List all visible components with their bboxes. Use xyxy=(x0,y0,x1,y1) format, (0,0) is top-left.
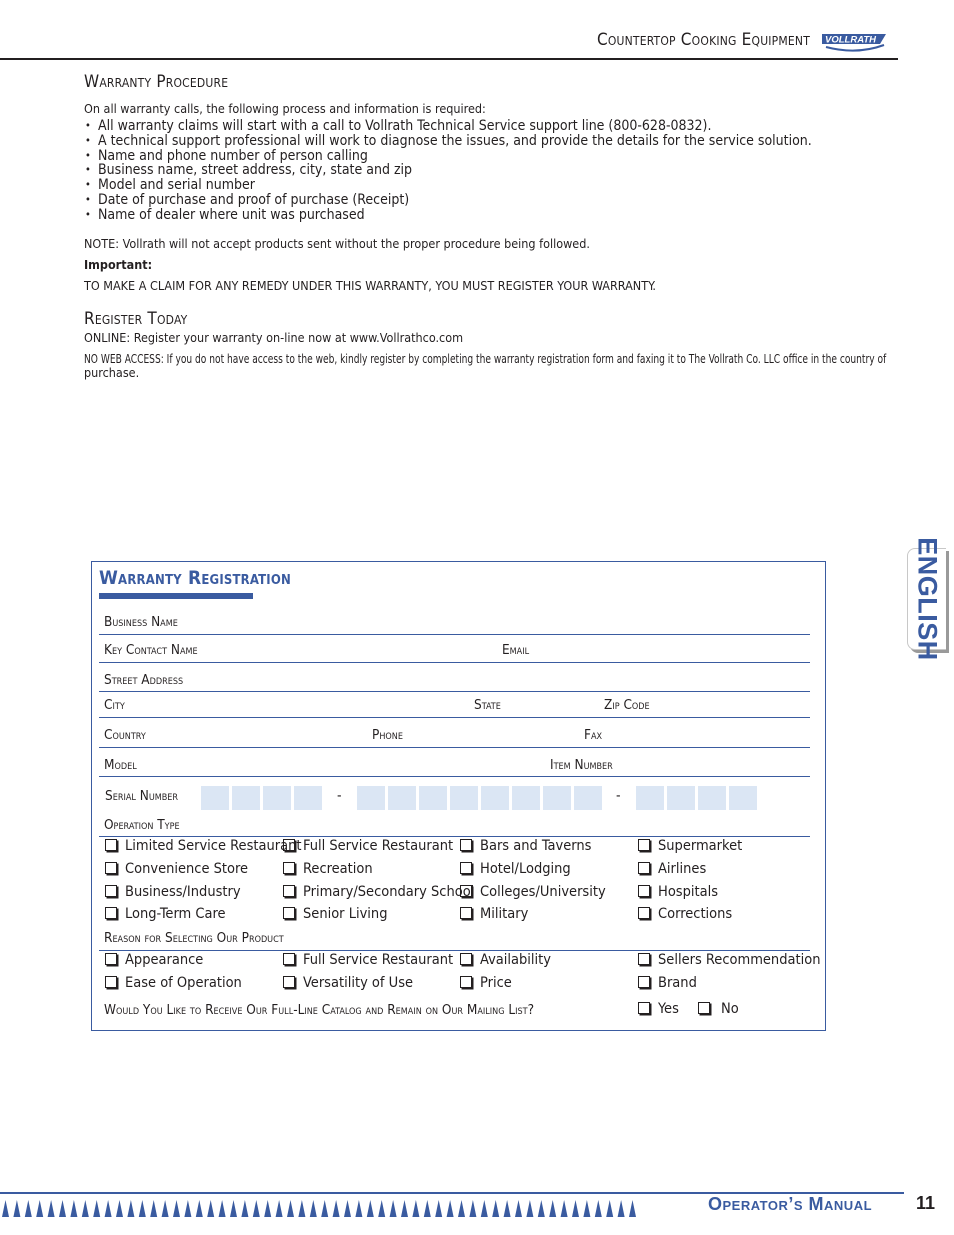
triangle-mark xyxy=(367,1200,374,1217)
register-today-title: Register Today xyxy=(84,309,188,329)
checkbox-icon[interactable] xyxy=(638,1002,650,1014)
triangle-mark xyxy=(447,1200,454,1217)
triangle-mark xyxy=(276,1200,283,1217)
serial-cell[interactable] xyxy=(667,786,695,810)
country-label: Country xyxy=(104,727,146,743)
triangle-mark xyxy=(412,1200,419,1217)
register-online: ONLINE: Register your warranty on-line now at www.Vollrathco.com xyxy=(84,330,464,345)
checkbox-option[interactable]: Senior Living xyxy=(283,906,387,922)
checkbox-option[interactable]: Convenience Store xyxy=(105,861,248,877)
key-contact-label: Key Contact Name xyxy=(104,642,198,658)
checkbox-icon[interactable] xyxy=(460,953,472,965)
zip-code-label: Zip Code xyxy=(604,697,650,713)
checkbox-option[interactable]: Primary/Secondary School xyxy=(283,884,474,900)
model-item-field[interactable] xyxy=(99,776,810,777)
item-number-label: Item Number xyxy=(550,757,613,773)
page-number: 11 xyxy=(916,1193,936,1213)
triangle-mark xyxy=(127,1200,134,1217)
serial-cell[interactable] xyxy=(543,786,571,810)
triangle-mark xyxy=(629,1200,636,1217)
checkbox-option[interactable]: Limited Service Restaurant xyxy=(105,838,302,854)
checkbox-option[interactable]: Recreation xyxy=(283,861,373,877)
list-item: • A technical support professional will work to diagnose the issues, and provide the details for the service solution. xyxy=(84,134,812,149)
triangle-mark xyxy=(435,1200,442,1217)
checkbox-icon[interactable] xyxy=(105,885,117,897)
register-no-web: NO WEB ACCESS: If you do not have access to the web, kindly register by completing the warranty registration form and faxing it to The Vollrath Co. LLC office in the country of xyxy=(84,351,887,366)
triangle-mark xyxy=(59,1200,66,1217)
serial-cell[interactable] xyxy=(201,786,229,810)
triangle-mark xyxy=(230,1200,237,1217)
serial-cell[interactable] xyxy=(512,786,540,810)
triangle-mark xyxy=(344,1200,351,1217)
triangle-mark xyxy=(173,1200,180,1217)
city-state-zip-field[interactable] xyxy=(99,717,810,718)
triangle-pattern-decoration xyxy=(2,1198,642,1218)
triangle-mark xyxy=(333,1200,340,1217)
serial-cell[interactable] xyxy=(636,786,664,810)
triangle-mark xyxy=(561,1200,568,1217)
triangle-mark xyxy=(504,1200,511,1217)
checkbox-option[interactable]: Colleges/University xyxy=(460,884,606,900)
triangle-mark xyxy=(241,1200,248,1217)
serial-cell[interactable] xyxy=(450,786,478,810)
triangle-mark xyxy=(196,1200,203,1217)
checkbox-icon[interactable] xyxy=(283,976,295,988)
triangle-mark xyxy=(583,1200,590,1217)
checkbox-option[interactable]: Bars and Taverns xyxy=(460,838,591,854)
checkbox-option[interactable]: Long-Term Care xyxy=(105,906,226,922)
important-text: TO MAKE A CLAIM FOR ANY REMEDY UNDER THIS WARRANTY, YOU MUST REGISTER YOUR WARRANTY. xyxy=(84,278,656,293)
triangle-mark xyxy=(538,1200,545,1217)
checkbox-icon[interactable] xyxy=(283,907,295,919)
triangle-mark xyxy=(321,1200,328,1217)
triangle-mark xyxy=(139,1200,146,1217)
list-item: • All warranty claims will start with a call to Vollrath Technical Service support line (800-628-0832). xyxy=(84,119,711,134)
triangle-mark xyxy=(48,1200,55,1217)
list-item: • Name of dealer where unit was purchased xyxy=(84,208,365,223)
footer-title: Operator’s Manual xyxy=(708,1194,873,1214)
street-address-field[interactable] xyxy=(99,691,810,692)
warranty-procedure-title: Warranty Procedure xyxy=(84,72,229,92)
triangle-mark xyxy=(595,1200,602,1217)
triangle-mark xyxy=(390,1200,397,1217)
triangle-mark xyxy=(618,1200,625,1217)
model-label: Model xyxy=(104,757,137,773)
triangle-mark xyxy=(219,1200,226,1217)
checkbox-icon[interactable] xyxy=(460,976,472,988)
triangle-mark xyxy=(481,1200,488,1217)
checkbox-icon[interactable] xyxy=(460,885,472,897)
catalog-no-option[interactable]: No xyxy=(698,1001,739,1017)
checkbox-option[interactable]: Ease of Operation xyxy=(105,975,242,991)
triangle-mark xyxy=(355,1200,362,1217)
street-address-label: Street Address xyxy=(104,672,184,688)
checkbox-icon[interactable] xyxy=(460,907,472,919)
triangle-mark xyxy=(287,1200,294,1217)
catalog-yes-option[interactable]: Yes xyxy=(638,1001,679,1017)
country-phone-fax-field[interactable] xyxy=(99,747,810,748)
triangle-mark xyxy=(492,1200,499,1217)
header-rule xyxy=(0,58,898,60)
checkbox-option[interactable]: Business/Industry xyxy=(105,884,241,900)
city-label: City xyxy=(104,697,125,713)
checkbox-option[interactable]: Hospitals xyxy=(638,884,718,900)
serial-cell[interactable] xyxy=(481,786,509,810)
checkbox-icon[interactable] xyxy=(283,862,295,874)
serial-separator: - xyxy=(616,788,621,804)
triangle-mark xyxy=(93,1200,100,1217)
checkbox-icon[interactable] xyxy=(460,862,472,874)
serial-cell[interactable] xyxy=(388,786,416,810)
business-name-field[interactable] xyxy=(99,634,810,635)
triangle-mark xyxy=(572,1200,579,1217)
triangle-mark xyxy=(82,1200,89,1217)
triangle-mark xyxy=(70,1200,77,1217)
logo-text: VOLLRATH xyxy=(825,34,877,46)
triangle-mark xyxy=(549,1200,556,1217)
fax-label: Fax xyxy=(584,727,603,743)
procedure-bullet-list xyxy=(84,119,812,223)
triangle-mark xyxy=(162,1200,169,1217)
checkbox-icon[interactable] xyxy=(638,839,650,851)
triangle-mark xyxy=(253,1200,260,1217)
checkbox-icon[interactable] xyxy=(105,976,117,988)
operation-type-rule xyxy=(99,836,810,837)
triangle-mark xyxy=(184,1200,191,1217)
checkbox-option[interactable]: Sellers Recommendation xyxy=(638,952,820,968)
checkbox-option[interactable]: Airlines xyxy=(638,861,706,877)
serial-cell[interactable] xyxy=(263,786,291,810)
procedure-note: NOTE: Vollrath will not accept products sent without the proper procedure being followed. xyxy=(84,236,590,251)
list-item: • Model and serial number xyxy=(84,178,255,193)
reason-rule xyxy=(99,950,810,951)
checkbox-icon[interactable] xyxy=(638,885,650,897)
serial-cell[interactable] xyxy=(357,786,385,810)
checkbox-icon[interactable] xyxy=(105,953,117,965)
triangle-mark xyxy=(116,1200,123,1217)
checkbox-icon[interactable] xyxy=(283,839,295,851)
checkbox-icon[interactable] xyxy=(105,907,117,919)
serial-cell[interactable] xyxy=(698,786,726,810)
checkbox-icon[interactable] xyxy=(698,1002,710,1014)
triangle-mark xyxy=(2,1200,9,1217)
phone-label: Phone xyxy=(372,727,403,743)
triangle-mark xyxy=(401,1200,408,1217)
list-item: • Name and phone number of person calling xyxy=(84,149,368,164)
checkbox-option[interactable]: Military xyxy=(460,906,528,922)
state-label: State xyxy=(474,697,501,713)
triangle-mark xyxy=(378,1200,385,1217)
serial-cell[interactable] xyxy=(294,786,322,810)
serial-separator: - xyxy=(337,788,342,804)
checkbox-icon[interactable] xyxy=(638,953,650,965)
triangle-mark xyxy=(424,1200,431,1217)
register-no-web-cont: purchase. xyxy=(84,365,140,380)
serial-cell[interactable] xyxy=(729,786,757,810)
checkbox-option[interactable]: Versatility of Use xyxy=(283,975,413,991)
list-item: • Date of purchase and proof of purchase (Receipt) xyxy=(84,193,409,208)
header-title: Countertop Cooking Equipment xyxy=(596,30,810,50)
contact-email-field[interactable] xyxy=(99,662,810,663)
checkbox-icon[interactable] xyxy=(638,907,650,919)
title-underline xyxy=(99,593,253,599)
triangle-mark xyxy=(36,1200,43,1217)
checkbox-icon[interactable] xyxy=(105,839,117,851)
operation-type-label: Operation Type xyxy=(104,817,180,833)
checkbox-icon[interactable] xyxy=(460,839,472,851)
list-item: • Business name, street address, city, state and zip xyxy=(84,163,412,178)
checkbox-option[interactable]: Corrections xyxy=(638,906,732,922)
triangle-mark xyxy=(13,1200,20,1217)
procedure-intro: On all warranty calls, the following process and information is required: xyxy=(84,101,486,116)
checkbox-option[interactable]: Supermarket xyxy=(638,838,742,854)
important-label: Important: xyxy=(84,257,153,272)
reason-label: Reason for Selecting Our Product xyxy=(104,930,284,946)
checkbox-icon[interactable] xyxy=(105,862,117,874)
checkbox-icon[interactable] xyxy=(638,976,650,988)
vollrath-logo xyxy=(820,30,890,56)
checkbox-option[interactable]: Appearance xyxy=(105,952,203,968)
serial-number-label: Serial Number xyxy=(105,788,179,804)
language-tab-english[interactable] xyxy=(907,537,946,661)
triangle-mark xyxy=(515,1200,522,1217)
registration-title: Warranty Registration xyxy=(99,567,291,589)
language-tab-label: ENGLISH xyxy=(912,537,943,661)
email-label: Email xyxy=(502,642,530,658)
checkbox-option[interactable]: Hotel/Lodging xyxy=(460,861,571,877)
triangle-mark xyxy=(310,1200,317,1217)
triangle-mark xyxy=(458,1200,465,1217)
serial-cell[interactable] xyxy=(419,786,447,810)
checkbox-option[interactable]: Availability xyxy=(460,952,551,968)
checkbox-option[interactable]: Brand xyxy=(638,975,697,991)
checkbox-option[interactable]: Full Service Restaurant xyxy=(283,838,453,854)
triangle-mark xyxy=(105,1200,112,1217)
serial-cell[interactable] xyxy=(574,786,602,810)
triangle-mark xyxy=(150,1200,157,1217)
checkbox-option[interactable]: Price xyxy=(460,975,512,991)
triangle-mark xyxy=(264,1200,271,1217)
checkbox-icon[interactable] xyxy=(638,862,650,874)
triangle-mark xyxy=(207,1200,214,1217)
triangle-mark xyxy=(606,1200,613,1217)
triangle-mark xyxy=(298,1200,305,1217)
checkbox-icon[interactable] xyxy=(283,885,295,897)
triangle-mark xyxy=(469,1200,476,1217)
triangle-mark xyxy=(526,1200,533,1217)
checkbox-icon[interactable] xyxy=(283,953,295,965)
serial-cell[interactable] xyxy=(232,786,260,810)
triangle-mark xyxy=(25,1200,32,1217)
business-name-label: Business Name xyxy=(104,614,178,630)
catalog-question: Would You Like to Receive Our Full-Line Catalog and Remain on Our Mailing List? xyxy=(104,1002,535,1018)
checkbox-option[interactable]: Full Service Restaurant xyxy=(283,952,453,968)
